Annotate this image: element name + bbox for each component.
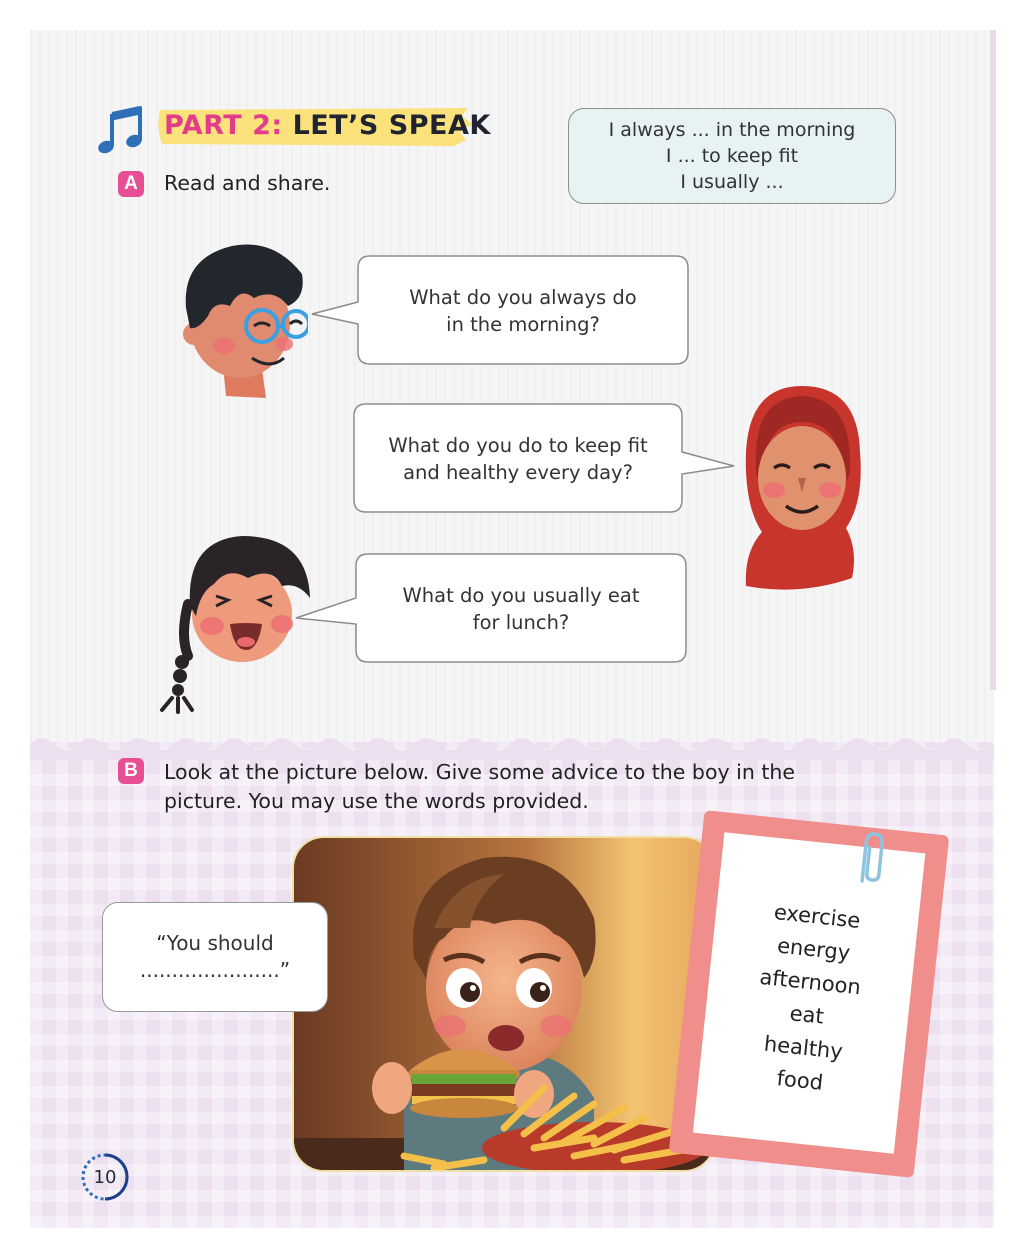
quote-line-1: “You should [156,931,274,955]
section-a-badge: A [118,171,144,197]
word-bank-item: afternoon [758,964,863,1000]
girl-hijab-avatar [740,382,866,596]
word-bank-list [698,894,919,1103]
page-number: 10 [93,1166,117,1188]
quote-line-2: ......................” [139,958,291,982]
word-bank-item: energy [776,933,852,966]
paperclip-icon [848,828,894,888]
girl-laughing-avatar [158,526,314,714]
boy-avatar [178,236,308,400]
sentence-starter: I always ... in the morning [608,119,856,141]
boy-eating-burger-illustration [292,836,716,1172]
page-edge [990,30,996,690]
sentence-starters-box [568,108,896,204]
sentence-starter: I usually ... [680,171,784,193]
word-bank-item: healthy [762,1031,844,1064]
section-b-badge: B [118,758,144,784]
word-bank-item: eat [788,1001,825,1029]
advice-quote-box [102,902,328,1012]
section-a-instruction: Read and share. [164,171,331,195]
speech-bubble-2-text: What do you do to keep fit and healthy every day? [388,434,648,484]
wavy-divider [30,730,994,760]
word-bank-item: exercise [772,899,862,933]
textbook-page [30,30,994,1228]
title-section-label: LET’S SPEAK [292,110,491,141]
speech-bubble-3-text: What do you usually eat for lunch? [402,584,640,634]
word-bank-item: food [775,1066,825,1095]
title-part-label: PART 2: [164,110,283,141]
sentence-starter: I ... to keep fit [665,145,799,167]
music-note-icon [96,104,144,156]
speech-bubble-1-text: What do you always do in the morning? [409,286,637,336]
section-b-instruction: Look at the picture below. Give some advice to the boy in the picture. You may use the words provided. [164,760,795,813]
page-title [164,110,491,141]
word-bank-card [669,810,950,1178]
